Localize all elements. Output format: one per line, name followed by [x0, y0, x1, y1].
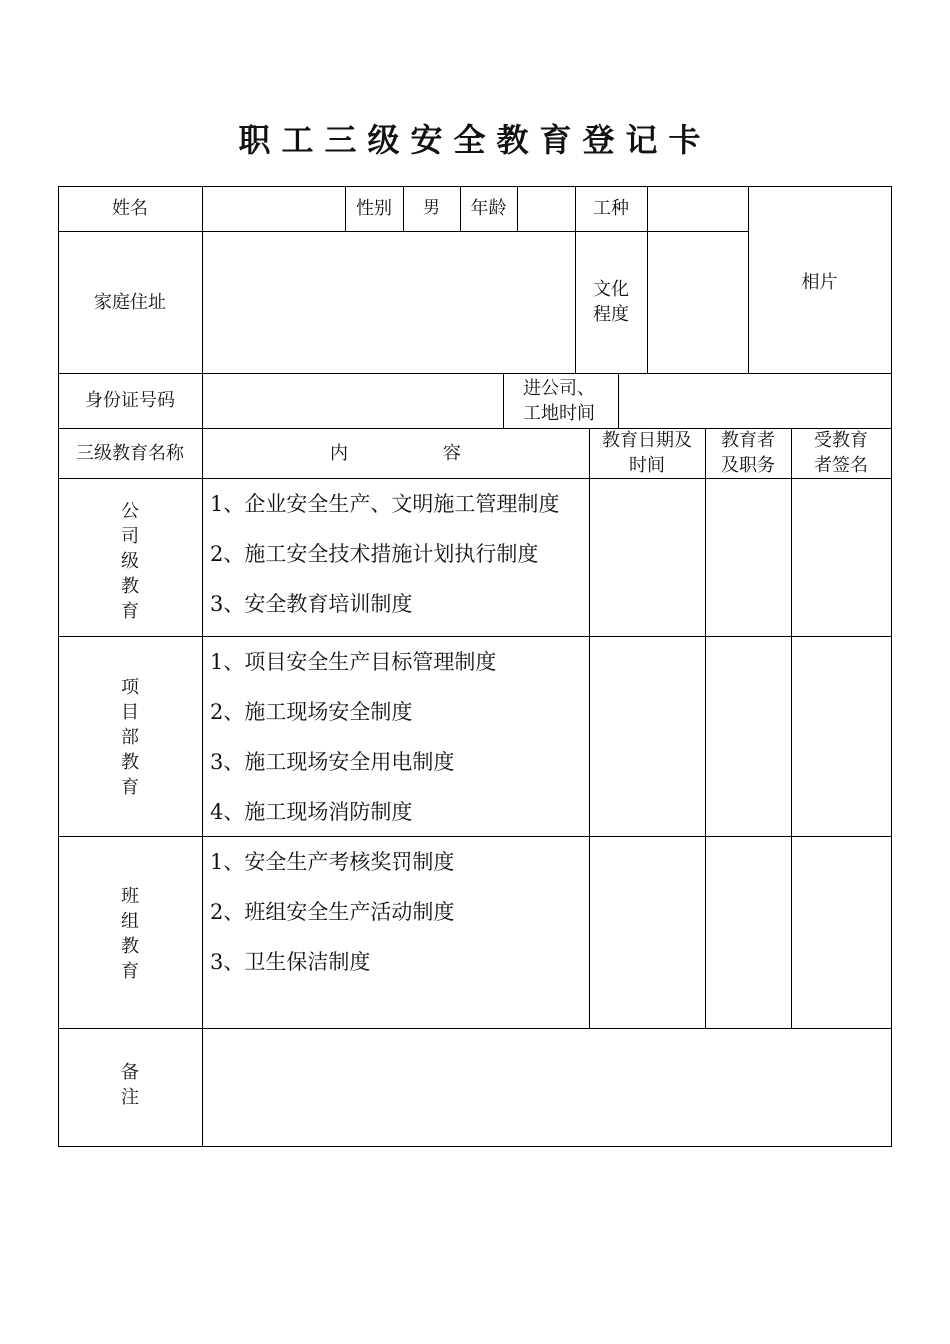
content-header	[202, 428, 589, 478]
team-level-items	[210, 837, 454, 987]
age-label: 年龄	[470, 198, 507, 219]
gender-value: 男	[423, 198, 440, 218]
list-item: 3、卫生保洁制度	[210, 950, 371, 974]
level-label-char: 教	[121, 751, 139, 773]
level-label-char: 育	[121, 776, 139, 798]
gender-label: 性别	[356, 198, 392, 219]
address-field[interactable]	[202, 231, 575, 373]
signer-field[interactable]	[791, 636, 891, 836]
signer-header-line: 者签名	[814, 455, 868, 476]
level-label-char: 育	[121, 600, 139, 622]
name-label: 姓名	[112, 198, 148, 219]
education-label-line: 程度	[593, 304, 629, 325]
level-label-char: 教	[121, 575, 139, 597]
signer-field[interactable]	[791, 836, 891, 1028]
educator-header	[705, 428, 791, 478]
company-level-items	[210, 479, 559, 629]
date-field[interactable]	[589, 478, 705, 636]
team-level-label	[58, 836, 202, 1028]
grid-line	[891, 186, 892, 1147]
join-time-label-line: 工地时间	[523, 402, 595, 424]
join-time-label-line: 进公司、	[523, 377, 595, 399]
company-level-label	[58, 478, 202, 636]
signer-header	[791, 428, 891, 478]
level-label-char: 级	[121, 550, 139, 572]
content-header-char: 内	[330, 442, 348, 464]
list-item: 3、施工现场安全用电制度	[210, 750, 455, 774]
educator-field[interactable]	[705, 478, 791, 636]
date-header-line: 教育日期及	[602, 430, 692, 451]
list-item: 2、施工现场安全制度	[210, 700, 413, 724]
remarks-label-char: 备	[121, 1062, 139, 1083]
project-level-items	[210, 637, 496, 837]
list-item: 1、安全生产考核奖罚制度	[210, 850, 455, 874]
educator-header-line: 及职务	[721, 455, 775, 476]
address-label: 家庭住址	[94, 291, 166, 313]
list-item: 2、班组安全生产活动制度	[210, 900, 455, 924]
list-item: 1、项目安全生产目标管理制度	[210, 650, 497, 674]
date-header	[589, 428, 705, 478]
grid-line	[58, 1146, 892, 1147]
trade-field[interactable]	[647, 186, 748, 231]
level-label-char: 教	[121, 936, 139, 957]
education-label	[575, 231, 647, 373]
join-time-label	[503, 373, 618, 428]
education-field[interactable]	[647, 231, 748, 373]
remarks-label	[58, 1028, 202, 1146]
level-label-char: 班	[121, 886, 139, 907]
educator-header-line: 教育者	[721, 430, 775, 451]
level-label-char: 司	[121, 525, 139, 547]
id-number-label: 身份证号码	[85, 390, 175, 411]
list-item: 2、施工安全技术措施计划执行制度	[210, 542, 539, 566]
level-label-char: 项	[121, 676, 139, 698]
level-label-char: 目	[121, 701, 139, 723]
educator-field[interactable]	[705, 636, 791, 836]
signer-field[interactable]	[791, 478, 891, 636]
education-label-line: 文化	[593, 279, 629, 300]
list-item: 1、企业安全生产、文明施工管理制度	[210, 492, 560, 516]
date-header-line: 时间	[629, 455, 665, 476]
date-field[interactable]	[589, 636, 705, 836]
project-level-label	[58, 636, 202, 836]
content-header-char: 容	[443, 442, 461, 464]
remarks-field[interactable]	[202, 1028, 891, 1146]
signer-header-line: 受教育	[814, 430, 868, 451]
age-field[interactable]	[517, 186, 575, 231]
page-title: 职工三级安全教育登记卡	[238, 121, 712, 159]
educator-field[interactable]	[705, 836, 791, 1028]
remarks-label-char: 注	[121, 1087, 139, 1108]
list-item: 4、施工现场消防制度	[210, 800, 413, 824]
date-field[interactable]	[589, 836, 705, 1028]
level-label-char: 部	[121, 726, 139, 748]
id-number-field[interactable]	[202, 373, 503, 428]
level-label-char: 育	[121, 961, 139, 982]
education-name-header: 三级教育名称	[76, 442, 184, 464]
join-time-field[interactable]	[618, 373, 891, 428]
photo-label: 相片	[801, 272, 838, 293]
name-field[interactable]	[202, 186, 345, 231]
level-label-char: 公	[121, 500, 139, 522]
trade-label: 工种	[593, 198, 629, 219]
level-label-char: 组	[121, 911, 139, 932]
list-item: 3、安全教育培训制度	[210, 592, 413, 616]
